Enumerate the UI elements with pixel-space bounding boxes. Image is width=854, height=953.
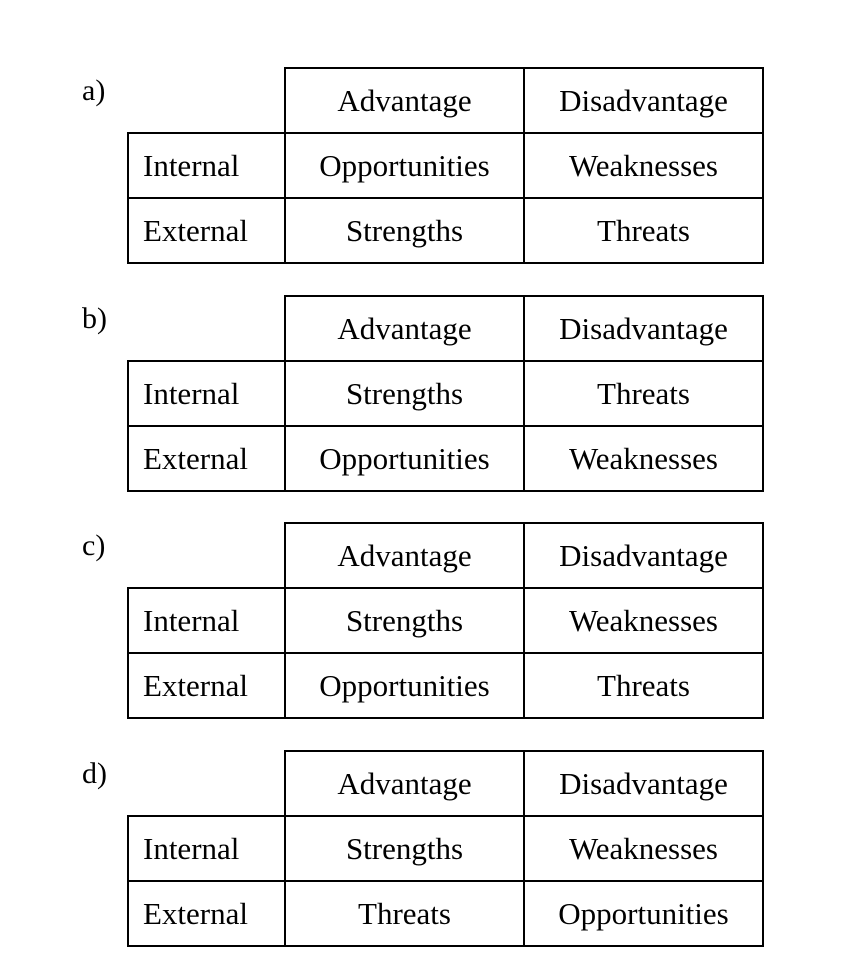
table-cell: Strengths	[285, 361, 524, 426]
option-label: c)	[82, 529, 106, 562]
empty-corner-cell	[128, 751, 285, 816]
table-cell: Weaknesses	[524, 588, 763, 653]
option-c	[0, 522, 854, 722]
table-cell: Weaknesses	[524, 426, 763, 491]
row-label-external: External	[128, 881, 285, 946]
table-cell: Threats	[524, 361, 763, 426]
header-cell-advantage: Advantage	[285, 68, 524, 133]
header-cell-disadvantage: Disadvantage	[524, 68, 763, 133]
table-row-external	[128, 426, 763, 491]
empty-corner-cell	[128, 296, 285, 361]
swot-table	[127, 750, 764, 947]
empty-corner-cell	[128, 523, 285, 588]
swot-table	[127, 295, 764, 492]
table-cell: Strengths	[285, 816, 524, 881]
table-cell: Strengths	[285, 198, 524, 263]
table-cell: Threats	[285, 881, 524, 946]
table-row-external	[128, 881, 763, 946]
row-label-external: External	[128, 198, 285, 263]
header-cell-disadvantage: Disadvantage	[524, 751, 763, 816]
option-b	[0, 295, 854, 495]
table-cell: Threats	[524, 198, 763, 263]
option-label: b)	[82, 302, 107, 335]
row-label-internal: Internal	[128, 588, 285, 653]
table-cell: Opportunities	[285, 133, 524, 198]
header-cell-disadvantage: Disadvantage	[524, 296, 763, 361]
header-cell-advantage: Advantage	[285, 523, 524, 588]
table-cell: Opportunities	[285, 653, 524, 718]
row-label-internal: Internal	[128, 361, 285, 426]
header-cell-advantage: Advantage	[285, 296, 524, 361]
swot-table	[127, 67, 764, 264]
option-d	[0, 750, 854, 950]
header-row	[128, 523, 763, 588]
header-row	[128, 751, 763, 816]
table-row-internal	[128, 133, 763, 198]
table-row-external	[128, 653, 763, 718]
table-cell: Threats	[524, 653, 763, 718]
option-label: d)	[82, 757, 107, 790]
table-row-internal	[128, 816, 763, 881]
table-cell: Opportunities	[524, 881, 763, 946]
row-label-external: External	[128, 426, 285, 491]
swot-table	[127, 522, 764, 719]
row-label-external: External	[128, 653, 285, 718]
table-row-internal	[128, 361, 763, 426]
row-label-internal: Internal	[128, 133, 285, 198]
option-label: a)	[82, 74, 106, 107]
header-row	[128, 68, 763, 133]
option-a	[0, 67, 854, 267]
table-cell: Strengths	[285, 588, 524, 653]
table-row-external	[128, 198, 763, 263]
row-label-internal: Internal	[128, 816, 285, 881]
table-row-internal	[128, 588, 763, 653]
header-cell-disadvantage: Disadvantage	[524, 523, 763, 588]
table-cell: Weaknesses	[524, 816, 763, 881]
header-row	[128, 296, 763, 361]
header-cell-advantage: Advantage	[285, 751, 524, 816]
table-cell: Weaknesses	[524, 133, 763, 198]
empty-corner-cell	[128, 68, 285, 133]
table-cell: Opportunities	[285, 426, 524, 491]
